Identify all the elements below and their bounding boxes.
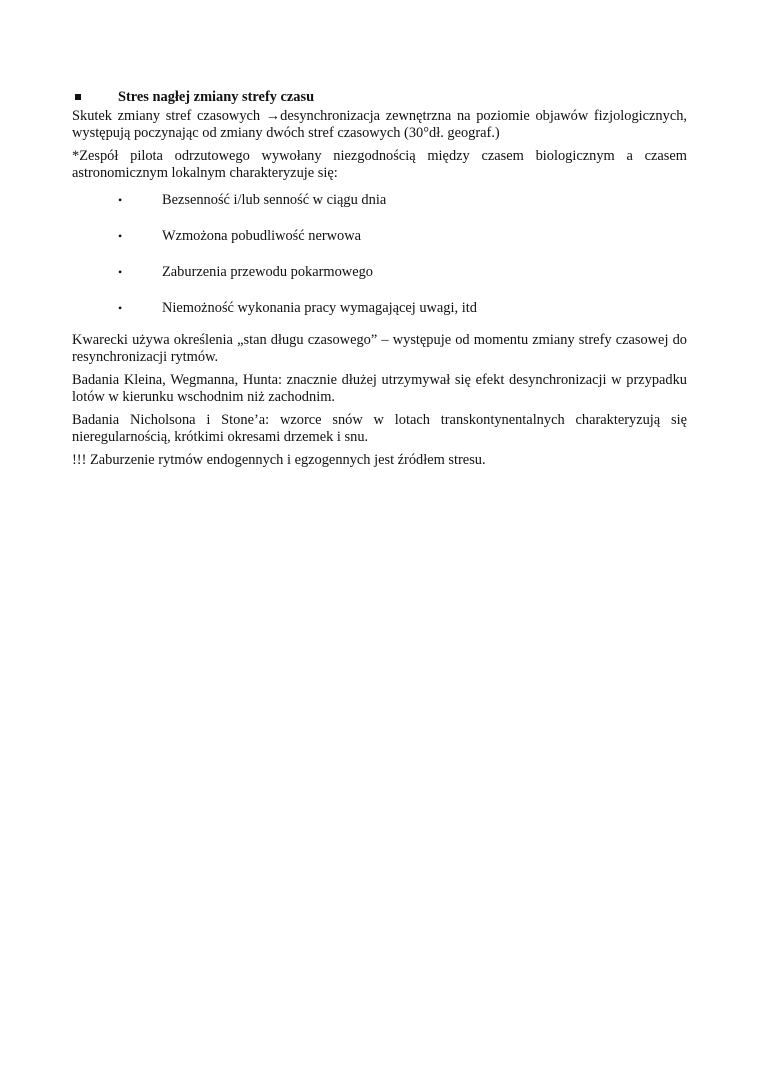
bullet-icon: • xyxy=(118,229,123,243)
section-heading-text: Stres nagłej zmiany strefy czasu xyxy=(118,89,315,105)
list-item xyxy=(72,228,687,264)
bullet-icon: • xyxy=(118,265,123,279)
document-body xyxy=(72,89,687,475)
paragraph-time-zone-effect: Skutek zmiany stref czasowych →desynchronizacja zewnętrzna na poziomie objawów fizjologicznych, występują poczynając od zmiany dwóch stref czasowych (30°dł. geograf.) xyxy=(72,108,687,141)
paragraph-kwarecki: Kwarecki używa określenia „stan długu czasowego” – występuje od momentu zmiany strefy czasowej do resynchronizacji rytmów. xyxy=(72,332,687,365)
list-item xyxy=(72,192,687,228)
section-heading xyxy=(72,89,687,106)
paragraph-conclusion: !!! Zaburzenie rytmów endogennych i egzogennych jest źródłem stresu. xyxy=(72,452,486,468)
list-item-text: Zaburzenia przewodu pokarmowego xyxy=(162,264,373,280)
list-item-text: Wzmożona pobudliwość nerwowa xyxy=(162,228,362,244)
symptom-list xyxy=(72,192,687,322)
bullet-icon: • xyxy=(118,301,123,315)
bullet-icon: • xyxy=(118,193,123,207)
list-item xyxy=(72,264,687,300)
paragraph-jet-lag-syndrome: *Zespół pilota odrzutowego wywołany niezgodnością między czasem biologicznym a czasem astronomicznym lokalnym charakteryzuje się: xyxy=(72,148,687,181)
square-bullet-icon xyxy=(75,94,81,100)
list-item-text: Bezsenność i/lub senność w ciągu dnia xyxy=(162,192,387,208)
list-item-text: Niemożność wykonania pracy wymagającej uwagi, itd xyxy=(162,300,477,316)
list-item xyxy=(72,300,687,322)
paragraph-klein-study: Badania Kleina, Wegmanna, Hunta: znacznie dłużej utrzymywał się efekt desynchronizacji w przypadku lotów w kierunku wschodnim niż zachodnim. xyxy=(72,372,687,405)
paragraph-nicholson-study: Badania Nicholsona i Stone’a: wzorce snów w lotach transkontynentalnych charakteryzują się nieregularnością, krótkimi okresami drzemek i snu. xyxy=(72,412,687,445)
